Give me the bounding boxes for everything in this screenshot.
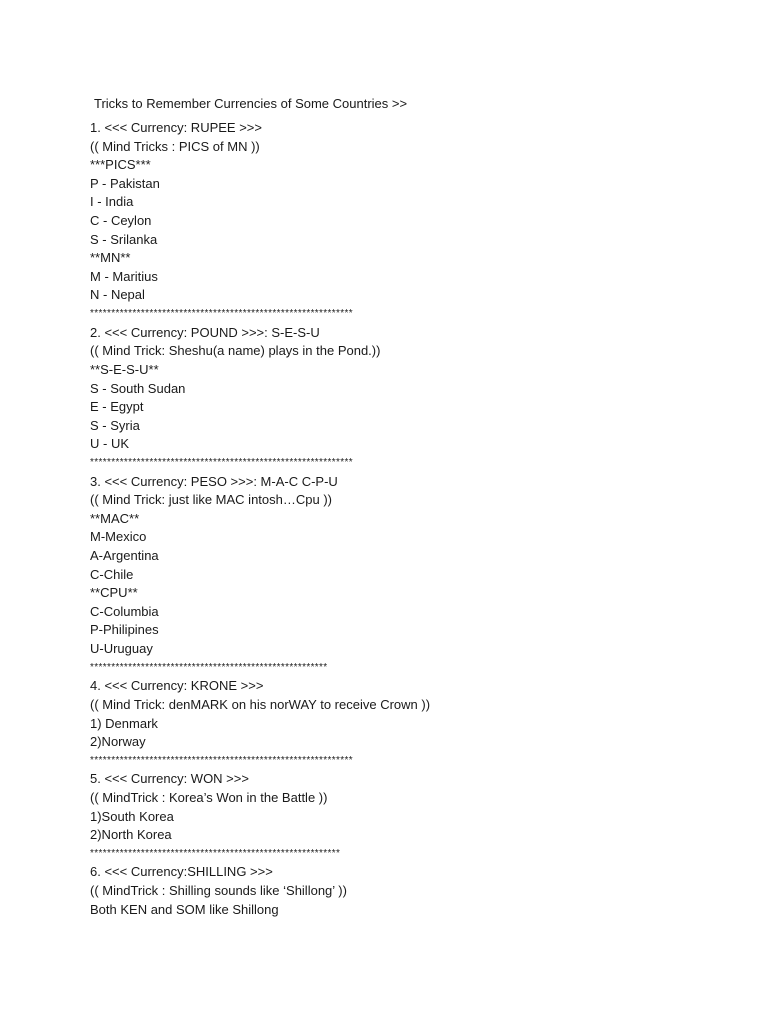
text-line: M - Maritius: [90, 268, 158, 284]
document-title: Tricks to Remember Currencies of Some Countries >>: [94, 96, 408, 111]
text-line: 1)South Korea: [90, 808, 174, 824]
text-line: U - UK: [90, 436, 129, 452]
text-line: S - Srilanka: [90, 231, 158, 247]
separator-line: **************************************************************: [90, 308, 353, 320]
text-line: I - India: [90, 194, 134, 210]
text-line: 1) Denmark: [90, 715, 158, 731]
text-line: 6. <<< Currency:SHILLING >>>: [90, 864, 273, 880]
text-line: C-Chile: [90, 566, 134, 582]
document-body: [90, 119, 730, 919]
text-line: P-Philipines: [90, 622, 159, 638]
text-line: N - Nepal: [90, 287, 145, 303]
text-line: (( Mind Tricks : PICS of MN )): [90, 138, 260, 154]
separator-line: ********************************************************: [90, 661, 328, 673]
text-line: 4. <<< Currency: KRONE >>>: [90, 678, 264, 694]
text-line: 2)Norway: [90, 734, 146, 750]
text-line: P - Pakistan: [90, 175, 160, 191]
text-line: S - Syria: [90, 417, 140, 433]
text-line: (( Mind Trick: just like MAC intosh…Cpu )): [90, 492, 332, 508]
text-line: 1. <<< Currency: RUPEE >>>: [90, 120, 262, 135]
text-line: 5. <<< Currency: WON >>>: [90, 771, 249, 787]
text-line: E - Egypt: [90, 399, 144, 415]
text-line: **MAC**: [90, 510, 140, 526]
text-line: A-Argentina: [90, 548, 159, 564]
text-line: ***PICS***: [90, 157, 151, 173]
text-line: (( MindTrick : Korea’s Won in the Battle )): [90, 789, 328, 805]
text-line: S - South Sudan: [90, 380, 186, 396]
text-line: C-Columbia: [90, 603, 159, 619]
text-line: Both KEN and SOM like Shillong: [90, 901, 279, 917]
text-line: M-Mexico: [90, 529, 147, 545]
text-line: **S-E-S-U**: [90, 361, 159, 377]
text-line: 2. <<< Currency: POUND >>>: S-E-S-U: [90, 324, 320, 340]
separator-line: ***********************************************************: [90, 847, 341, 859]
text-line: U-Uruguay: [90, 641, 153, 657]
text-line: **CPU**: [90, 585, 138, 601]
text-line: (( MindTrick : Shilling sounds like ‘Shillong’ )): [90, 882, 347, 898]
text-line: (( Mind Trick: Sheshu(a name) plays in the Pond.)): [90, 343, 381, 359]
text-line: C - Ceylon: [90, 213, 152, 229]
text-line: (( Mind Trick: denMARK on his norWAY to receive Crown )): [90, 696, 431, 712]
text-line: **MN**: [90, 250, 131, 266]
separator-line: **************************************************************: [90, 456, 353, 468]
text-line: 2)North Korea: [90, 827, 172, 843]
text-line: 3. <<< Currency: PESO >>>: M-A-C C-P-U: [90, 473, 338, 489]
separator-line: **************************************************************: [90, 754, 353, 766]
